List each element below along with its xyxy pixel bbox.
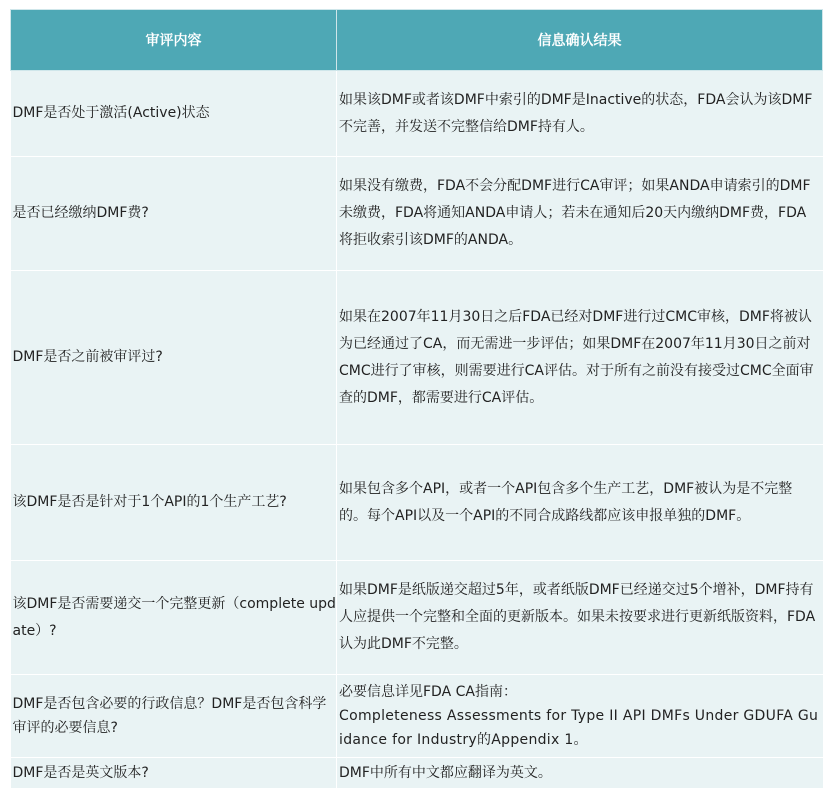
table-row (11, 71, 823, 157)
result-cell (337, 561, 823, 675)
review-item-cell (11, 271, 337, 445)
result-text: 如果没有缴费，FDA不会分配DMF进行CA审评；如果ANDA申请索引的DMF未缴费，FDA将通知ANDA申请人；若未在通知后20天内缴纳DMF费，FDA将拒收索引该DMF的ANDA。 (339, 178, 811, 248)
review-item-text: DMF是否是英文版本? (12, 764, 149, 781)
review-item-text: DMF是否处于激活(Active)状态 (12, 105, 210, 121)
header-review-content: 审评内容 (11, 10, 337, 71)
table-row (11, 561, 823, 675)
result-cell (337, 675, 823, 758)
table-row (11, 271, 823, 445)
result-text: 如果该DMF或者该DMF中索引的DMF是Inactive的状态，FDA会认为该DMF不完善，并发送不完整信给DMF持有人。 (339, 91, 813, 135)
review-item-text: 是否已经缴纳DMF费? (12, 205, 149, 221)
table-row (11, 445, 823, 561)
result-text: 如果DMF是纸版递交超过5年，或者纸版DMF已经递交过5个增补，DMF持有人应提供一个完整和全面的更新版本。如果未按要求进行更新纸版资料，FDA认为此DMF不完整。 (339, 582, 816, 652)
review-item-cell (11, 445, 337, 561)
review-item-text: 该DMF是否是针对于1个API的1个生产工艺? (12, 494, 287, 510)
result-cell (337, 71, 823, 157)
result-text: DMF中所有中文都应翻译为英文。 (339, 764, 552, 781)
result-cell (337, 445, 823, 561)
table-row (11, 157, 823, 271)
dmf-review-table (10, 9, 823, 789)
header-confirmation-result: 信息确认结果 (337, 10, 823, 71)
review-item-text: DMF是否之前被审评过? (12, 349, 163, 365)
result-cell (337, 271, 823, 445)
review-item-text: 该DMF是否需要递交一个完整更新（complete update）? (12, 595, 336, 639)
review-item-cell (11, 561, 337, 675)
result-text: 如果包含多个API，或者一个API包含多个生产工艺，DMF被认为是不完整的。每个API以及一个API的不同合成路线都应该申报单独的DMF。 (339, 480, 793, 524)
table-row (11, 675, 823, 758)
review-item-cell (11, 157, 337, 271)
table-row (11, 758, 823, 789)
table-header-row (11, 10, 823, 71)
review-item-cell (11, 758, 337, 789)
result-text: 如果在2007年11月30日之后FDA已经对DMF进行过CMC审核，DMF将被认为已经通过了CA，而无需进一步评估；如果DMF在2007年11月30日之前对CMC进行了审核，则需要进行CA评估。对于所有之前没有接受过CMC全面审查的DMF，都需要进行CA评估。 (339, 308, 814, 406)
review-item-cell (11, 675, 337, 758)
result-text-line1: 必要信息详见FDA CA指南： (339, 684, 517, 700)
review-item-text: DMF是否包含必要的行政信息？DMF是否包含科学审评的必要信息? (12, 696, 327, 736)
result-cell (337, 758, 823, 789)
review-item-cell (11, 71, 337, 157)
result-cell (337, 157, 823, 271)
result-text-line2: Completeness Assessments for Type II API DMFs Under GDUFA Guidance for Industry的Appendix 1。 (339, 708, 819, 748)
